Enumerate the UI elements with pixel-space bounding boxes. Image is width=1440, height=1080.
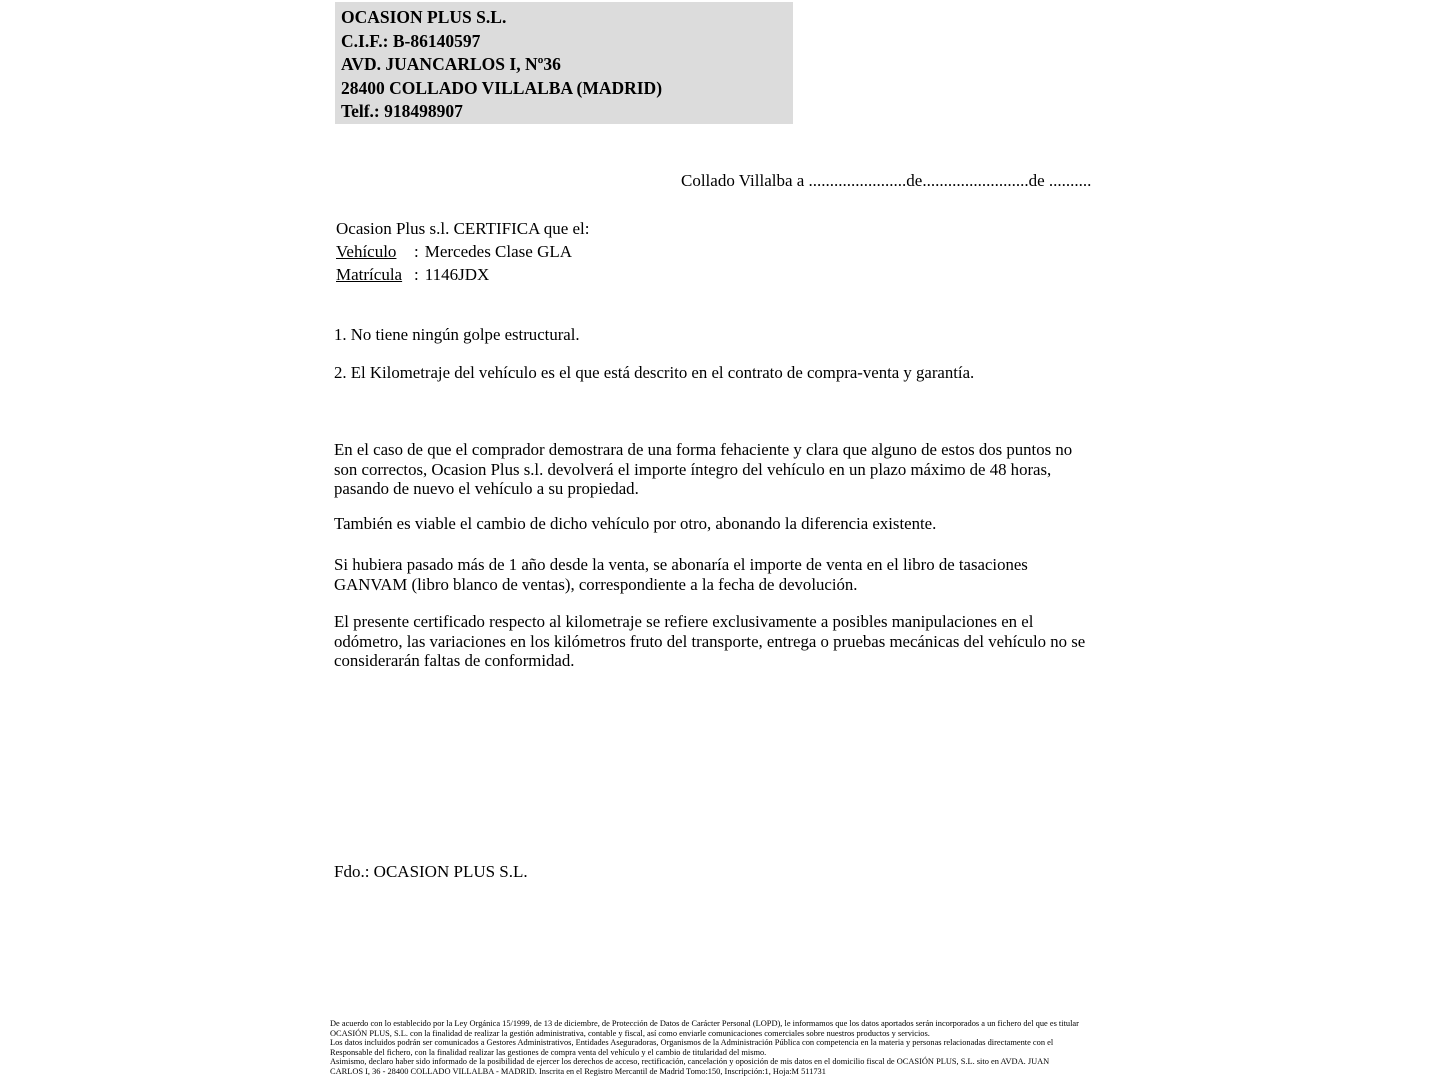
legal-line: Responsable del fichero, con la finalidad realizar las gestiones de compra venta del vehículo y el cambio de titularidad del mismo. (330, 1047, 767, 1057)
vehicle-value: Mercedes Clase GLA (424, 242, 573, 262)
point-structural: 1. No tiene ningún golpe estructural. (334, 325, 580, 344)
legal-line: CARLOS I, 36 - 28400 COLLADO VILLALBA - MADRID. Inscrita en el Registro Mercantil de Madrid Tomo:150, Inscripción:1, Hoja:M 511731 (330, 1066, 826, 1076)
company-header-box (335, 2, 793, 124)
legal-line: Asimismo, declaro haber sido informado de la posibilidad de ejercer los derechos de acceso, rectificación, cancelación y oposición de mis datos en el domicilio fiscal de OCASIÓN PLUS, S.L. sito en AVDA. JUAN (330, 1057, 1050, 1067)
company-city: 28400 COLLADO VILLALBA (MADRID) (341, 77, 663, 98)
plate-separator: : (414, 265, 419, 285)
vehicle-label-box (336, 240, 414, 263)
legal-line: OCASIÓN PLUS, S.L. con la finalidad de realizar la gestión administrativa, contable y fiscal, así como enviarle comunicaciones comerciales sobre nuestros productos y servicios. (330, 1028, 930, 1038)
vehicle-separator: : (414, 242, 419, 262)
paragraph-exchange: También es viable el cambio de dicho vehículo por otro, abonando la diferencia existente. (334, 514, 937, 533)
company-address: AVD. JUANCARLOS I, Nº36 (341, 54, 561, 75)
company-phone: Telf.: 918498907 (341, 101, 463, 122)
paragraph-odometer: El presente certificado respecto al kilometraje se refiere exclusivamente a posibles manipulaciones en el odómetro, las variaciones en los kilómetros fruto del transporte, entrega o pruebas mecánicas del vehículo no se considerarán faltas de conformidad. (334, 612, 1086, 671)
plate-row (336, 263, 590, 286)
signature-line: Fdo.: OCASION PLUS S.L. (334, 862, 528, 881)
legal-line: De acuerdo con lo establecido por la Ley Orgánica 15/1999, de 13 de diciembre, de Protección de Datos de Carácter Personal (LOPD), le informamos que los datos aportados serán incorporados a un fichero del que es titular (330, 1019, 1079, 1028)
point-mileage: 2. El Kilometraje del vehículo es el que está descrito en el contrato de compra-venta y garantía. (334, 363, 975, 382)
vehicle-label: Vehículo (336, 242, 397, 262)
vehicle-row (336, 240, 590, 263)
date-line: Collado Villalba a .......................de.........................de .......... (681, 171, 1092, 190)
legal-line: Los datos incluidos podrán ser comunicados a Gestores Administrativos, Entidades Aseguradoras, Organismos de la Administración Pública con competencia en la materia y personas relacionadas directamente con el (330, 1038, 1054, 1048)
plate-value: 1146JDX (424, 265, 490, 285)
legal-footer (330, 1019, 1130, 1077)
plate-label-box (336, 263, 414, 286)
paragraph-refund-guarantee: En el caso de que el comprador demostrara de una forma fehaciente y clara que alguno de estos dos puntos no son correctos, Ocasion Plus s.l. devolverá el importe íntegro del vehículo en un plazo máximo de 48 horas, pasando de nuevo el vehículo a su propiedad. (334, 440, 1073, 499)
company-name: OCASION PLUS S.L. (341, 7, 507, 27)
company-cif: C.I.F.: B-86140597 (341, 30, 481, 51)
paragraph-ganvam: Si hubiera pasado más de 1 año desde la venta, se abonaría el importe de venta en el libro de tasaciones GANVAM (libro blanco de ventas), correspondiente a la fecha de devolución. (334, 555, 1028, 594)
certify-intro: Ocasion Plus s.l. CERTIFICA que el: (336, 219, 590, 238)
certify-block (336, 217, 590, 287)
plate-label: Matrícula (336, 265, 403, 285)
